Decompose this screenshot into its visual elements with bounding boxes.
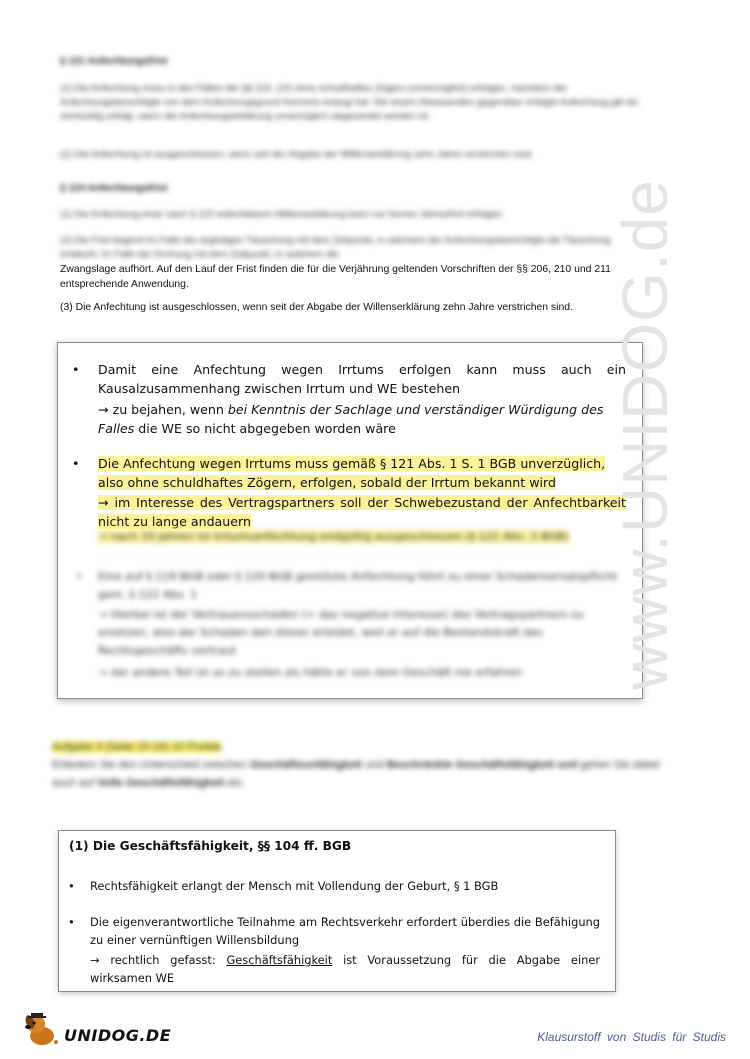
bullet: • bbox=[72, 362, 80, 377]
box1-item3-arrow2: → der andere Teil ist so zu stellen als hätte er von dem Geschäft nie erfahren bbox=[98, 666, 523, 679]
bullet: • bbox=[76, 570, 83, 583]
box2-arrow-post: ist Voraussetzung für die Abgabe einer wirksamen WE bbox=[90, 953, 601, 985]
summary-box-geschaeftsfaehigkeit bbox=[58, 830, 616, 992]
task-text-end: ein. bbox=[227, 777, 246, 789]
box2-arrow-underline: Geschäftsfähigkeit bbox=[226, 953, 333, 967]
box2-item-teilnahme bbox=[68, 914, 600, 949]
s124-paragraph-3: (3) Die Anfechtung ist ausgeschlossen, wenn seit der Abgabe der Willenserklärung zehn Jahre verstrichen sind. bbox=[60, 302, 573, 313]
box1-item-kausalzusammenhang bbox=[72, 360, 626, 398]
summary-box-anfechtung bbox=[57, 342, 643, 699]
logo-text: UNIDOG.DE bbox=[64, 1026, 172, 1045]
box1-item-unverzueglich bbox=[72, 454, 626, 492]
box1-item1-text: Damit eine Anfechtung wegen Irrtums erfolgen kann muss auch ein Kausalzusammenhang zwischen Irrtum und WE bestehen bbox=[98, 362, 626, 397]
task-label: Aufgabe 4 (Seite 15-16) 10 Punkte bbox=[52, 741, 222, 753]
task-4 bbox=[52, 738, 672, 792]
box2-item1-text: Rechtsfähigkeit erlangt der Mensch mit Vollendung der Geburt, § 1 BGB bbox=[90, 879, 499, 893]
box1-item3-text: Eine auf § 119 BGB oder § 120 BGB gestützte Anfechtung führt zu einer Schadensersatzpflicht gem. § 122 Abs. 1 bbox=[98, 570, 618, 601]
task-text-mid2: gehen Sie dabei auch auf bbox=[52, 759, 660, 789]
s124-heading: § 124 Anfechtungsfrist bbox=[60, 183, 168, 194]
arrow-icon: → bbox=[98, 495, 109, 510]
box1-item2-blur-arrow: → nach 10 Jahren ist Irrtumsanfechtung endgültig ausgeschlossen (§ 121 Abs. 2 BGB) bbox=[98, 530, 569, 543]
box1-item2-arrow-line bbox=[98, 493, 626, 531]
bullet: • bbox=[68, 915, 75, 929]
task-text-mid: und bbox=[365, 759, 384, 771]
box2-item-rechtsfaehigkeit bbox=[68, 878, 600, 896]
task-bold-2: Beschränkte Geschäftsfähigkeit und bbox=[386, 759, 578, 771]
box2-arrow-pre: rechtlich gefasst: bbox=[110, 953, 216, 967]
footer-tagline: Klausurstoff von Studis für Studis bbox=[537, 1030, 726, 1044]
box1-item1-arrow-italic: bei Kenntnis der Sachlage und verständiger Würdigung des Falles bbox=[98, 402, 604, 437]
watermark: www.UNIDOG.de bbox=[609, 179, 681, 690]
box1-item1-arrow-post: die WE so nicht abgegeben worden wäre bbox=[138, 421, 396, 437]
unidog-logo[interactable] bbox=[22, 1012, 172, 1048]
s121-heading: § 121 Anfechtungsfrist bbox=[60, 56, 168, 67]
s124-paragraph-1: (1) Die Anfechtung einer nach § 123 anfechtbaren Willenserklärung kann nur binnen Jahresfrist erfolgen. bbox=[60, 209, 505, 220]
box1-item3-arrow1: → Hierbei ist der Vertrauensschaden (= das negative Interesse) des Vertragspartners zu ersetzen, also der Schaden den dieser erleidet, weil er auf die Bestandskraft des Rechtsgeschäfts vertraut bbox=[98, 608, 584, 657]
dog-icon bbox=[22, 1012, 66, 1048]
task-text-pre: Erläutern Sie den Unterschied zwischen bbox=[52, 759, 248, 771]
task-bold-3: Volle Geschäftsfähigkeit bbox=[97, 777, 225, 789]
arrow-icon: → bbox=[90, 953, 100, 967]
box1-item1-arrow-pre: zu bejahen, wenn bbox=[112, 402, 224, 417]
bullet: • bbox=[72, 456, 80, 471]
box1-item2-arrow-text: im Interesse des Vertragspartners soll der Schwebezustand der Anfechtbarkeit nicht zu lange andauern bbox=[98, 495, 626, 530]
box1-item2-text: Die Anfechtung wegen Irrtums muss gemäß § 121 Abs. 1 S. 1 BGB unverzüglich, also ohne schuldhaftes Zögern, erfolgen, sobald der Irrtum bekannt wird bbox=[98, 456, 606, 491]
box2-item2-arrow-line bbox=[90, 952, 600, 987]
s124-paragraph-2-visible: Zwangslage aufhört. Auf den Lauf der Frist finden die für die Verjährung geltenden Vorschriften der §§ 206, 210 und 211 entsprechende Anwendung. bbox=[60, 264, 611, 290]
box1-item3 bbox=[76, 568, 626, 604]
task-bold-1: Geschäftsunfähigkeit bbox=[250, 759, 362, 771]
arrow-icon: → bbox=[98, 402, 109, 417]
box2-title: (1) Die Geschäftsfähigkeit, §§ 104 ff. BGB bbox=[69, 839, 352, 853]
bullet: • bbox=[68, 879, 75, 893]
s124-paragraph-2-blurred: (2) Die Frist beginnt im Falle der arglistigen Täuschung mit dem Zeitpunkt, in welchem der Anfechtungsberechtigte die Täuschung entdeckt, im Falle der Drohung mit dem Zeitpunkt, in welchem die bbox=[60, 235, 611, 260]
s121-paragraph-2: (2) Die Anfechtung ist ausgeschlossen, wenn seit der Abgabe der Willenserklärung zehn Jahre verstrichen sind. bbox=[60, 149, 534, 160]
s121-paragraph-1: (1) Die Anfechtung muss in den Fällen der §§ 119, 120 ohne schuldhaftes Zögern (unverzüglich) erfolgen, nachdem der Anfechtungsberechtigte von dem Anfechtungsgrund Kenntnis erlangt hat. Die einem Abwesenden gegenüber erfolgte Anfechtung gilt als rechtzeitig erfolgt, wenn die Anfechtungserklärung unverzüglich abgesendet worden ist. bbox=[60, 83, 639, 122]
box2-item2-text: Die eigenverantwortliche Teilnahme am Rechtsverkehr erfordert überdies die Befähigung zu einer vernünftigen Willensbildung bbox=[90, 915, 600, 947]
box1-item1-arrow-line bbox=[98, 400, 626, 438]
